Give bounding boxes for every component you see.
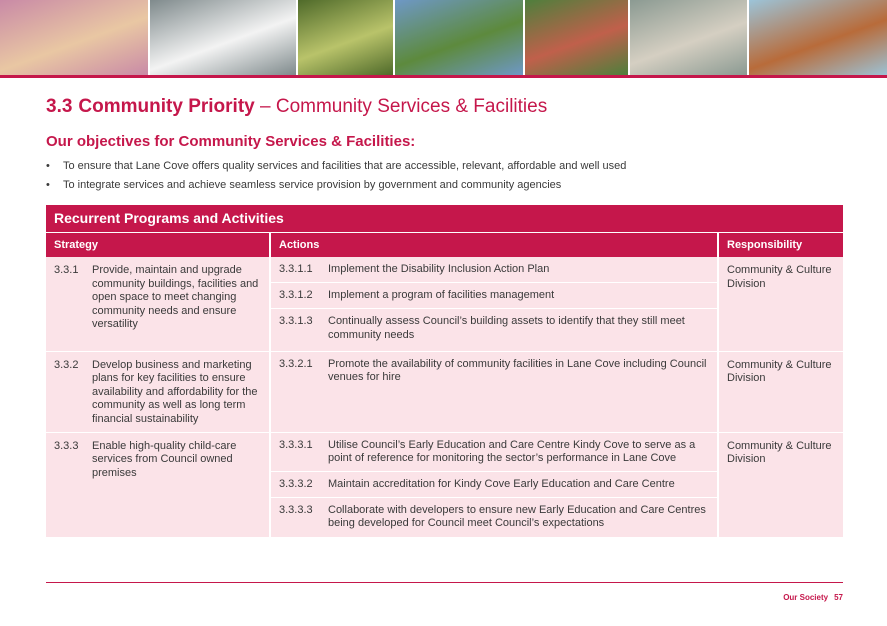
strategy-cell bbox=[46, 257, 270, 351]
objective-item: • To ensure that Lane Cove offers quality services and facilities that are accessible, relevant, affordable and well used bbox=[46, 158, 626, 177]
strategy-code: 3.3.3 bbox=[54, 439, 79, 452]
table-row bbox=[46, 351, 843, 432]
action-text: Continually assess Council’s building assets to identify that they still meet community needs bbox=[328, 315, 685, 341]
action-code: 3.3.1.3 bbox=[279, 315, 313, 327]
photo-family-street bbox=[630, 0, 747, 75]
column-header-strategy: Strategy bbox=[46, 232, 270, 257]
actions-cell bbox=[270, 351, 718, 432]
photo-electric-car-charging bbox=[150, 0, 296, 75]
action-code: 3.3.1.1 bbox=[279, 263, 313, 275]
responsibility-cell: Community & Culture Division bbox=[718, 351, 843, 432]
objective-item: • To integrate services and achieve seamless service provision by government and community agencies bbox=[46, 177, 626, 196]
strategy-cell bbox=[46, 351, 270, 432]
table-row bbox=[46, 432, 843, 537]
strategy-code: 3.3.1 bbox=[54, 264, 79, 276]
page-footer bbox=[783, 593, 843, 602]
action-code: 3.3.3.1 bbox=[279, 438, 313, 451]
photo-frog bbox=[298, 0, 393, 75]
footer-divider bbox=[46, 582, 843, 583]
action-code: 3.3.3.3 bbox=[279, 503, 313, 516]
responsibility-cell: Community & Culture Division bbox=[718, 432, 843, 537]
actions-cell bbox=[270, 257, 718, 351]
action-text: Implement a program of facilities management bbox=[328, 289, 555, 301]
strategy-cell bbox=[46, 432, 270, 537]
table-title: Recurrent Programs and Activities bbox=[46, 205, 843, 232]
page-title bbox=[46, 96, 547, 118]
action-text: Collaborate with developers to ensure new Early Education and Care Centres being developed for Council meet Council’s expectations bbox=[328, 503, 706, 529]
responsibility-cell: Community & Culture Division bbox=[718, 257, 843, 351]
photo-outdoor-cafe bbox=[749, 0, 887, 75]
action-text: Promote the availability of community facilities in Lane Cove including Council venues for hire bbox=[328, 357, 707, 383]
action-text: Maintain accreditation for Kindy Cove Early Education and Care Centre bbox=[328, 477, 675, 490]
banner-divider bbox=[0, 75, 887, 78]
action-code: 3.3.3.2 bbox=[279, 477, 313, 490]
priority-label: Community Priority bbox=[78, 96, 255, 117]
strategy-text: Enable high-quality child-care services from Council owned premises bbox=[92, 439, 237, 479]
photo-families-park bbox=[395, 0, 523, 75]
actions-cell bbox=[270, 432, 718, 537]
action-text: Utilise Council’s Early Education and Care Centre Kindy Cove to serve as a point of reference for monitoring the sector’s performance in Lane Cove bbox=[328, 438, 696, 464]
column-header-responsibility: Responsibility bbox=[718, 232, 843, 257]
section-number: 3.3 bbox=[46, 96, 73, 117]
page-number: 57 bbox=[834, 593, 843, 602]
priority-subtitle: – Community Services & Facilities bbox=[254, 96, 548, 117]
action-code: 3.3.1.2 bbox=[279, 289, 313, 301]
strategy-code: 3.3.2 bbox=[54, 358, 79, 371]
photo-banner bbox=[0, 0, 887, 75]
column-header-actions: Actions bbox=[270, 232, 718, 257]
table-row bbox=[46, 257, 843, 351]
footer-section: Our Society bbox=[783, 593, 829, 602]
strategy-text: Develop business and marketing plans for key facilities to ensure availability and affordability for the community as well as long term financial sustainability bbox=[92, 358, 258, 425]
action-text: Implement the Disability Inclusion Action Plan bbox=[328, 263, 550, 275]
programs-table bbox=[46, 205, 843, 538]
action-code: 3.3.2.1 bbox=[279, 357, 313, 370]
objectives-list bbox=[46, 158, 626, 196]
strategy-text: Provide, maintain and upgrade community buildings, facilities and open space to meet changing community needs and ensure versatility bbox=[92, 264, 259, 330]
objectives-heading: Our objectives for Community Services & Facilities: bbox=[46, 133, 416, 150]
photo-children-library bbox=[0, 0, 148, 75]
photo-children-garden bbox=[525, 0, 628, 75]
